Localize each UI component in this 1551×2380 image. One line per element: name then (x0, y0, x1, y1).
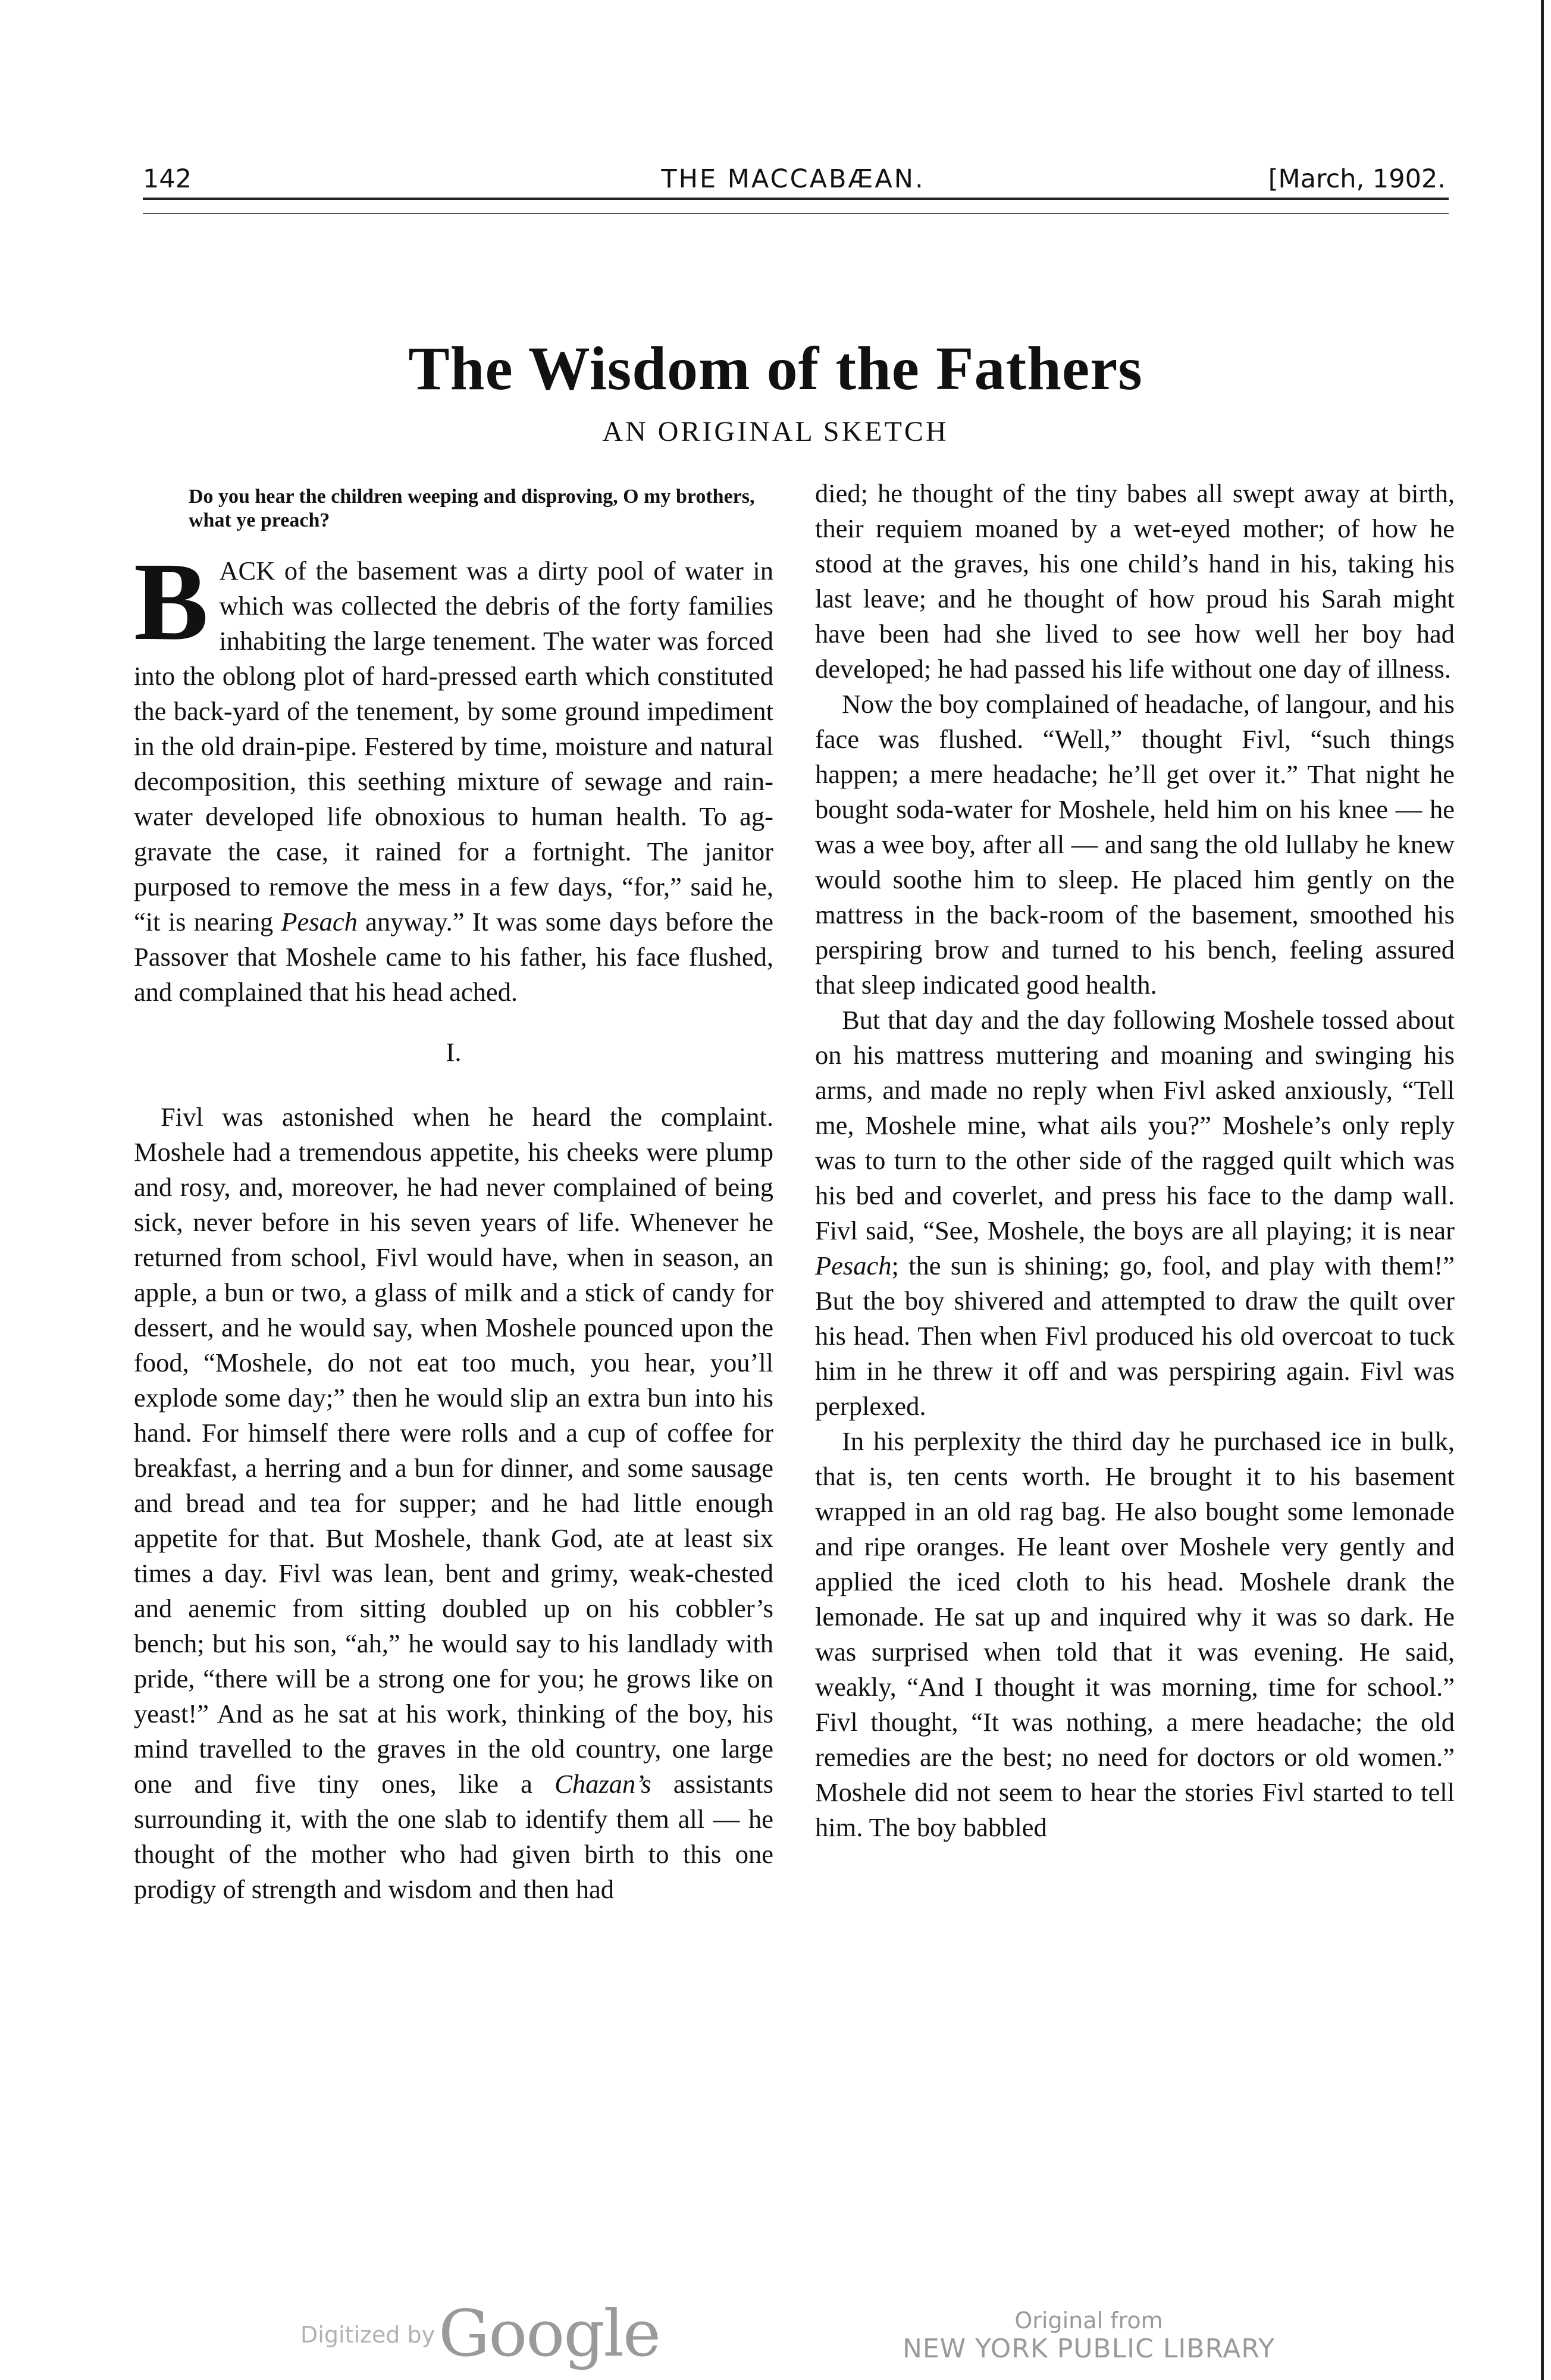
journal-title: THE MACCABÆAN. (661, 164, 925, 194)
paragraph (815, 1424, 1455, 1845)
italic-term: Pesach (815, 1251, 892, 1280)
paragraph-text: In his perplexity the third day he purchased ice in bulk, that is, ten cents worth. He brought it to his basement wrapped in an old rag bag. He also bought some lemonade and ripe oranges. He leant over Moshele very gently and applied the iced cloth to his head. Moshele drank the lemonade. He sat up and inquired why it was so dark. He was surprised when told that it was evening. He said, weakly, “And I thought it was morning, time for school.” Fivl thought, “It was nothing, a mere headache; the old remedies are the best; no need for doctors or old women.” Moshele did not seem to hear the stories Fivl started to tell him. The boy babbled (815, 1426, 1455, 1842)
paragraph (815, 687, 1455, 1003)
google-logo: Google (438, 2297, 660, 2371)
header-rule (143, 198, 1449, 200)
paragraph (134, 1100, 773, 1907)
header-rule-thin (143, 213, 1449, 214)
paragraph-text: Fivl was astonished when he heard the complaint. Moshele had a tremendous appetite, his cheeks were plump and rosy, and, moreover, he had never complained of being sick, never before in his seven years of life. Whenever he returned from school, Fivl would have, when in season, an apple, a bun or two, a glass of milk and a stick of candy for dessert, and he would say, when Moshele pounced upon the food, “Moshele, do not eat too much, you hear, you’ll explode some day;” then he would slip an extra bun into his hand. For himself there were rolls and a cup of coffee for breakfast, a herring and a bun for dinner, and some sausage and bread and tea for supper; and he had little enough appetite for that. But Moshele, thank God, ate at least six times a day. Fivl was lean, bent and grimy, weak-chested and aenemic from sitting doubled up on his cobbler’s bench; but his son, “ah,” he would say to his landlady with pride, “there will be a strong one for you; he grows like on yeast!” And as he sat at his work, thinking of the boy, his mind travelled to the graves in the old country, one large one and five tiny ones, like a (134, 1102, 773, 1799)
library-credit (886, 2307, 1291, 2364)
paragraph-text: assistants surrounding it, with the one slab to identify them all — he thought of the mother who had given birth to this one prodigy of strength and wisdom and then had (134, 1769, 773, 1904)
paragraph-text: died; he thought of the tiny babes all swept away at birth, their requiem moaned by a wet-eyed mother; of how he stood at the graves, his one child’s hand in his, taking his last leave; and he thought of how proud his Sarah might have been had she lived to see how well her boy had developed; he had passed his life without one day of illness. (815, 478, 1455, 684)
left-column (134, 476, 773, 1907)
paragraph-text: ; the sun is shining; go, fool, and play with them!” But the boy shivered and attempted to draw the quilt over his head. Then when Fivl produced his old overcoat to tuck him in he threw it off and was perspiring again. Fivl was perplexed. (815, 1251, 1455, 1421)
opening-small-caps: ACK (219, 556, 275, 585)
paragraph (815, 1003, 1455, 1424)
right-column (815, 476, 1455, 1845)
page-edge-line (1541, 0, 1544, 2380)
page-number: 142 (143, 164, 192, 194)
original-from-label: Original from (1014, 2307, 1163, 2334)
section-number: I. (446, 1037, 462, 1067)
paragraph-text: of the basement was a dirty pool of water in which was collected the debris of the forty families inhabiting the large tenement. The water was forced into the oblong plot of hard-pressed earth which constituted the back-yard of the tenement, by some ground impediment in the old drain-pipe. Festered by time, moisture and natural decomposition, this seething mixture of sewage and rain-water developed life obnoxious to human health. To aggravate the case, it rained for a fortnight. The janitor purposed to remove the mess in a few days, “for,” said he, “it is nearing (134, 556, 773, 937)
digitized-by-google (300, 2297, 660, 2371)
paragraph-text: But that day and the day following Moshele tossed about on his mattress muttering and moaning and swinging his arms, and made no reply when Fivl asked anxiously, “Tell me, Moshele mine, what ails you?” Moshele’s only reply was to turn to the other side of the ragged quilt which was his bed and coverlet, and press his face to the damp wall. Fivl said, “See, Moshele, the boys are all playing; it is near (815, 1005, 1455, 1245)
issue-date: [March, 1902. (1268, 164, 1446, 194)
digitized-label: Digitized by (300, 2322, 435, 2348)
drop-cap: B (134, 539, 209, 663)
paragraph (134, 539, 773, 1010)
paragraph-text: Now the boy complained of headache, of langour, and his face was flushed. “Well,” thought Fivl, “such things happen; a mere headache; he’ll get over it.” That night he bought soda-water for Moshele, held him on his knee — he was a wee boy, after all — and sang the old lullaby he knew would soothe him to sleep. He placed him gently on the mattress in the back-room of the basement, smoothed his perspiring brow and turned to his bench, feeling assured that sleep indicated good health. (815, 689, 1455, 1000)
running-head (136, 159, 1450, 195)
article-subtitle: AN ORIGINAL SKETCH (602, 416, 949, 447)
italic-term: Chazan’s (554, 1769, 651, 1799)
paragraph-text: anyway.” It was some days before the Passover that Moshele came to his father, his face flushed, and complained that his head ached. (134, 907, 773, 1007)
italic-term: Pesach (281, 907, 358, 937)
epigraph: Do you hear the children weeping and disproving, O my brothers, what ye preach? (189, 486, 755, 531)
library-name: NEW YORK PUBLIC LIBRARY (902, 2334, 1276, 2364)
paragraph (815, 476, 1455, 687)
article-title: The Wisdom of the Fathers (408, 334, 1143, 403)
